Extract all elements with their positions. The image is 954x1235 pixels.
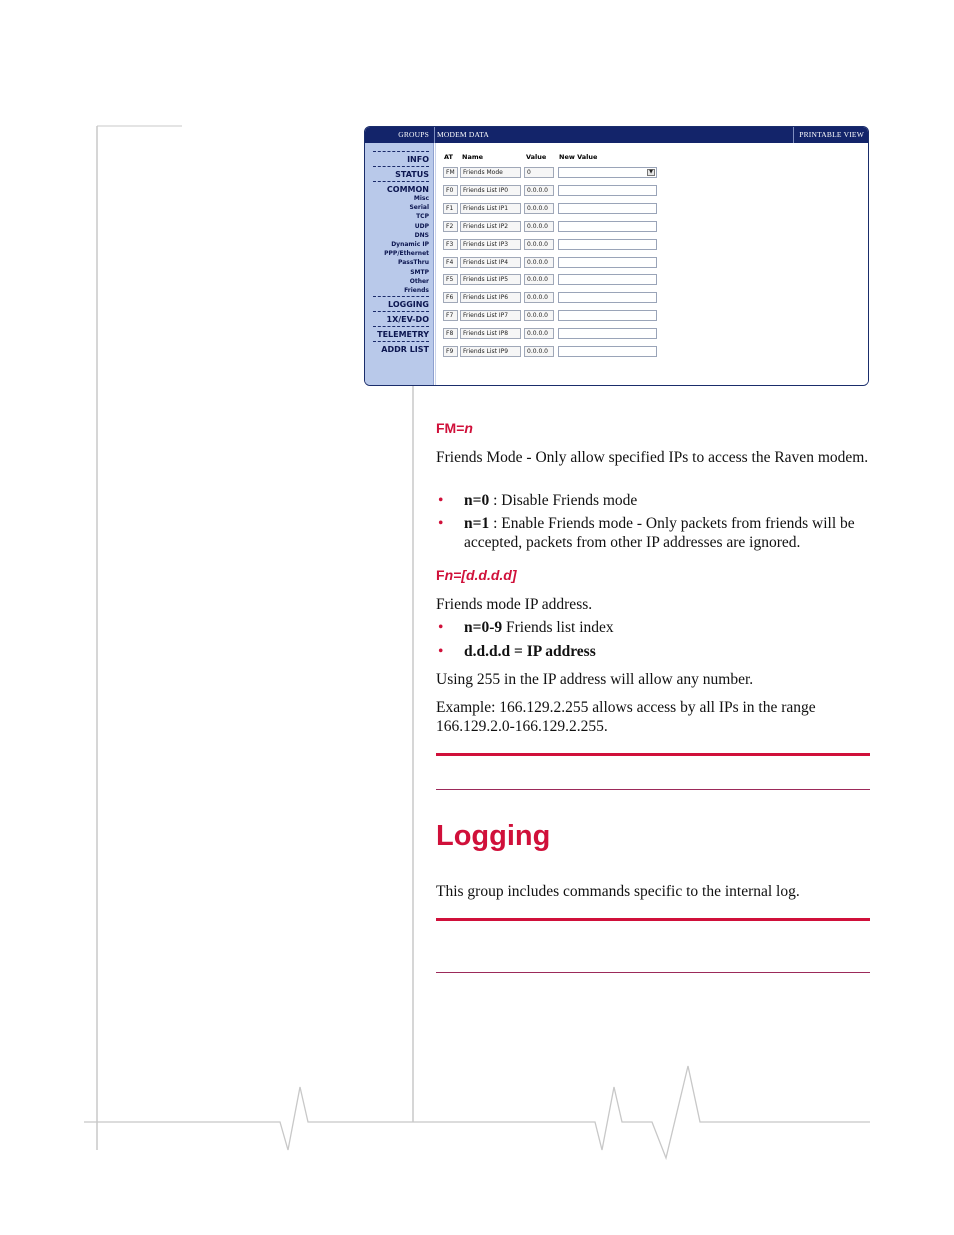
logging-description: This group includes commands specific to the internal log. [436, 883, 800, 900]
current-value-cell: 0.0.0.0 [524, 346, 554, 357]
at-code-cell: F9 [443, 346, 458, 357]
param-name-cell: Friends List IP6 [460, 292, 521, 303]
at-code-cell: F8 [443, 328, 458, 339]
bullet-icon: • [438, 492, 444, 509]
group-divider [373, 311, 429, 312]
fm-description: Friends Mode - Only allow specified IPs to access the Raven modem. [436, 449, 869, 466]
group-item-other[interactable]: Other [409, 277, 429, 285]
current-value-cell: 0.0.0.0 [524, 257, 554, 268]
groups-header: GROUPS [398, 130, 429, 139]
group-divider [373, 326, 429, 327]
current-value-cell: 0.0.0.0 [524, 310, 554, 321]
param-name-cell: Friends List IP8 [460, 328, 521, 339]
param-name-cell: Friends List IP1 [460, 203, 521, 214]
panel-header [365, 127, 868, 143]
current-value-cell: 0.0.0.0 [524, 203, 554, 214]
section-rule-thin [436, 972, 870, 973]
current-value-cell: 0.0.0.0 [524, 292, 554, 303]
new-value-input[interactable] [558, 328, 657, 339]
fm-command-heading: FM=n [436, 420, 473, 436]
modem-data-header: MODEM DATA [437, 130, 490, 139]
group-item-info[interactable]: INFO [407, 155, 429, 164]
new-value-input[interactable] [558, 239, 657, 250]
fn-description: Friends mode IP address. [436, 596, 593, 613]
at-code-cell: F0 [443, 185, 458, 196]
current-value-cell: 0.0.0.0 [524, 221, 554, 232]
at-code-cell: F2 [443, 221, 458, 232]
new-value-input[interactable] [558, 274, 657, 285]
col-header-at: AT [444, 153, 453, 161]
groups-sidebar [365, 143, 434, 386]
group-item-udp[interactable]: UDP [414, 222, 429, 230]
group-item-dynamic-ip[interactable]: Dynamic IP [391, 241, 429, 248]
fm-bullet-1: • n=1 : Enable Friends mode - Only packets from friends will be accepted, packets from other IP addresses are ignored. [438, 515, 855, 551]
section-rule-thick [436, 918, 870, 921]
new-value-input[interactable] [558, 203, 657, 214]
group-item-common[interactable]: COMMON [386, 185, 429, 194]
fn-bullet-0: • n=0-9 Friends list index [438, 619, 614, 636]
logging-section-title: Logging [436, 820, 551, 852]
param-name-cell: Friends List IP7 [460, 310, 521, 321]
group-item-addr-list[interactable]: ADDR LIST [381, 345, 429, 355]
group-divider [373, 181, 429, 182]
new-value-input[interactable] [558, 257, 657, 268]
at-code-cell: F3 [443, 239, 458, 250]
group-item-status[interactable]: STATUS [395, 170, 429, 179]
printable-view-link[interactable]: PRINTABLE VIEW [799, 130, 864, 139]
fn-command-heading: Fn=[d.d.d.d] [436, 567, 517, 583]
new-value-input[interactable] [558, 346, 657, 357]
new-value-input[interactable] [558, 292, 657, 303]
modem-data-table [435, 143, 868, 386]
new-value-input[interactable] [558, 310, 657, 321]
group-divider [373, 166, 429, 167]
group-item-passthru[interactable]: PassThru [397, 259, 429, 267]
new-value-input[interactable] [558, 185, 657, 196]
group-item-tcp[interactable]: TCP [416, 213, 429, 221]
group-item-logging[interactable]: LOGGING [388, 300, 429, 310]
group-divider [373, 341, 429, 342]
section-rule-thick [436, 753, 870, 756]
at-code-cell: F4 [443, 257, 458, 268]
at-code-cell: F1 [443, 203, 458, 214]
at-code-cell: F6 [443, 292, 458, 303]
param-name-cell: Friends List IP5 [460, 274, 521, 285]
fn-note-255: Using 255 in the IP address will allow any number. [436, 671, 754, 688]
fn-bullet-1: • d.d.d.d = IP address [438, 643, 596, 660]
param-name-cell: Friends List IP4 [460, 257, 521, 268]
section-rule-thin [436, 789, 870, 790]
current-value-cell: 0.0.0.0 [524, 328, 554, 339]
current-value-cell: 0.0.0.0 [524, 274, 554, 285]
fm-bullet-0: • n=0 : Disable Friends mode [438, 492, 638, 509]
param-name-cell: Friends List IP2 [460, 221, 521, 232]
group-item-telemetry[interactable]: TELEMETRY [377, 330, 429, 340]
group-item-friends[interactable]: Friends [404, 287, 429, 294]
bullet-icon: • [438, 643, 444, 660]
current-value-cell: 0.0.0.0 [524, 239, 554, 250]
col-header-name: Name [462, 153, 484, 161]
group-item-misc[interactable]: Misc [413, 195, 429, 202]
modem-data-area [435, 143, 868, 386]
fn-note-example: Example: 166.129.2.255 allows access by all IPs in the range 166.129.2.0-166.129.2.255. [436, 699, 816, 735]
col-header-new-value: New Value [559, 153, 598, 161]
param-name-cell: Friends List IP9 [460, 346, 521, 357]
group-item-serial[interactable]: Serial [409, 204, 429, 212]
group-item-1x-ev-do[interactable]: 1X/EV-DO [386, 315, 429, 325]
current-value-cell: 0 [524, 167, 554, 178]
modem-config-screenshot [364, 126, 869, 386]
group-divider [373, 296, 429, 297]
bullet-icon: • [438, 619, 444, 636]
param-name-cell: Friends List IP3 [460, 239, 521, 250]
at-code-cell: F5 [443, 274, 458, 285]
at-code-cell: F7 [443, 310, 458, 321]
at-code-cell: FM [443, 167, 458, 178]
param-name-cell: Friends List IP0 [460, 185, 521, 196]
new-value-input[interactable] [558, 221, 657, 232]
param-name-cell: Friends Mode [460, 167, 521, 178]
group-item-dns[interactable]: DNS [414, 231, 429, 239]
dropdown-arrow-icon[interactable]: ▼ [647, 169, 655, 176]
group-item-ppp-ethernet[interactable]: PPP/Ethernet [384, 250, 429, 258]
col-header-value: Value [526, 153, 547, 161]
friends-mode-select[interactable] [558, 167, 657, 178]
bullet-icon: • [438, 515, 444, 532]
group-item-smtp[interactable]: SMTP [410, 268, 429, 276]
current-value-cell: 0.0.0.0 [524, 185, 554, 196]
group-divider [373, 151, 429, 152]
